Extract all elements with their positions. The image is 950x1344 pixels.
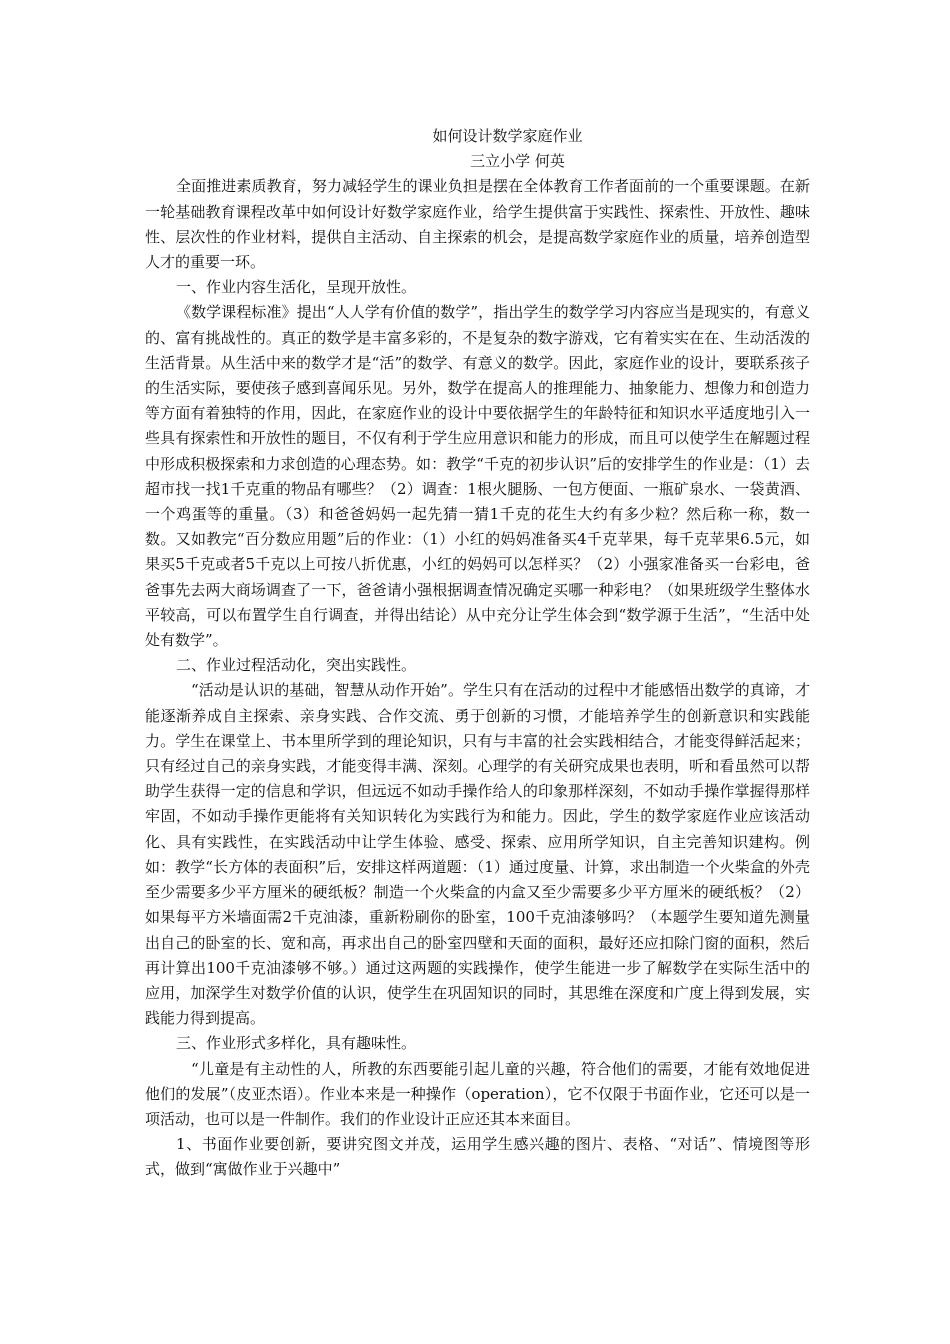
document-author: 三立小学 何英 — [470, 152, 565, 171]
section-3-heading: 三、作业形式多样化，具有趣味性。 — [176, 1034, 417, 1053]
document-page — [145, 124, 810, 1183]
section-1-body: 《数学课程标准》提出“人人学有价值的数学”，指出学生的数学学习内容应当是现实的，有意义的、富有挑战性的。真正的数学是丰富多彩的，不是复杂的数字游戏，它有着实实在在、生动活泼的生活背景。从生活中来的数学才是“活”的数学、有意义的数学。因此，家庭作业的设计，要联系孩子的生活实际，要使孩子感到喜闻乐见。另外，数学在提高人的推理能力、抽象能力、想像力和创造力等方面有着独特的作用，因此，在家庭作业的设计中要依据学生的年龄特征和知识水平适度地引入一些具有探索性和开放性的题目，不仅有利于学生应用意识和能力的形成，而且可以使学生在解题过程中形成积极探索和力求创造的心理态势。如：教学“千克的初步认识”后的安排学生的作业是：（1）去超市找一找1千克重的物品有哪些？（2）调查：1根火腿肠、一包方便面、一瓶矿泉水、一袋黄酒、一个鸡蛋等的重量。（3）和爸爸妈妈一起先猜一猜1千克的花生大约有多少粒？然后称一称，数一数。又如教完“百分数应用题”后的作业：（1）小红的妈妈准备买4千克苹果，每千克苹果6.5元，如果买5千克或者5千克以上可按八折优惠，小红的妈妈可以怎样买？（2）小强家准备买一台彩电，爸爸事先去两大商场调查了一下，爸爸请小强根据调查情况确定买哪一种彩电？（如果班级学生整体水平较高，可以布置学生自行调查，并得出结论）从中充分让学生体会到“数学源于生活”，“生活中处处有数学”。 — [145, 303, 810, 650]
intro-paragraph: 全面推进素质教育，努力减轻学生的课业负担是摆在全体教育工作者面前的一个重要课题。在新一轮基础教育课程改革中如何设计好数学家庭作业，给学生提供富于实践性、探索性、开放性、趣味性、层次性的作业材料，提供自主活动、自主探索的机会，是提高数学家庭作业的质量，培养创造型人才的重要一环。 — [145, 177, 810, 272]
section-3-body: “儿童是有主动性的人，所教的东西要能引起儿童的兴趣，符合他们的需要，才能有效地促进他们的发展”（皮亚杰语）。作业本来是一种操作（operation），它不仅限于书面作业，它还可以是一项活动，也可以是一件制作。我们的作业设计正应还其本来面目。 — [145, 1059, 810, 1128]
list-item-1: 1、书面作业要创新，要讲究图文并茂，运用学生感兴趣的图片、表格、“对话”、情境图等形式，做到“寓做作业于兴趣中” — [145, 1135, 810, 1179]
section-1-heading: 一、作业内容生活化，呈现开放性。 — [176, 278, 417, 297]
document-title: 如何设计数学家庭作业 — [432, 127, 583, 145]
section-2-body: “活动是认识的基础，智慧从动作开始”。学生只有在活动的过程中才能感悟出数学的真谛，才能逐渐养成自主探索、亲身实践、合作交流、勇于创新的习惯，才能培养学生的创新意识和实践能力。学生在课堂上、书本里所学到的理论知识，只有与丰富的社会实践相结合，才能变得鲜活起来；只有经过自己的亲身实践，才能变得丰满、深刻。心理学的有关研究成果也表明，听和看虽然可以帮助学生获得一定的信息和学识，但远远不如动手操作给人的印象那样深刻，不如动手操作掌握得那样牢固，不如动手操作更能将有关知识转化为实践行为和能力。因此，学生的数学家庭作业应该活动化、具有实践性，在实践活动中让学生体验、感受、探索、应用所学知识，自主完善知识建构。例如：教学“长方体的表面积”后，安排这样两道题：（1）通过度量、计算，求出制造一个火柴盒的外壳至少需要多少平方厘米的硬纸板？制造一个火柴盒的内盒又至少需要多少平方厘米的硬纸板？（2）如果每平方米墙面需2千克油漆，重新粉刷你的卧室，100千克油漆够吗？（本题学生要知道先测量出自己的卧室的长、宽和高，再求出自己的卧室四壁和天面的面积，最好还应扣除门窗的面积，然后再计算出100千克油漆够不够。）通过这两题的实践操作，使学生能进一步了解数学在实际生活中的应用，加深学生对数学价值的认识，使学生在巩固知识的同时，其思维在深度和广度上得到发展，实践能力得到提高。 — [145, 681, 810, 1028]
section-2-heading: 二、作业过程活动化，突出实践性。 — [176, 656, 417, 675]
